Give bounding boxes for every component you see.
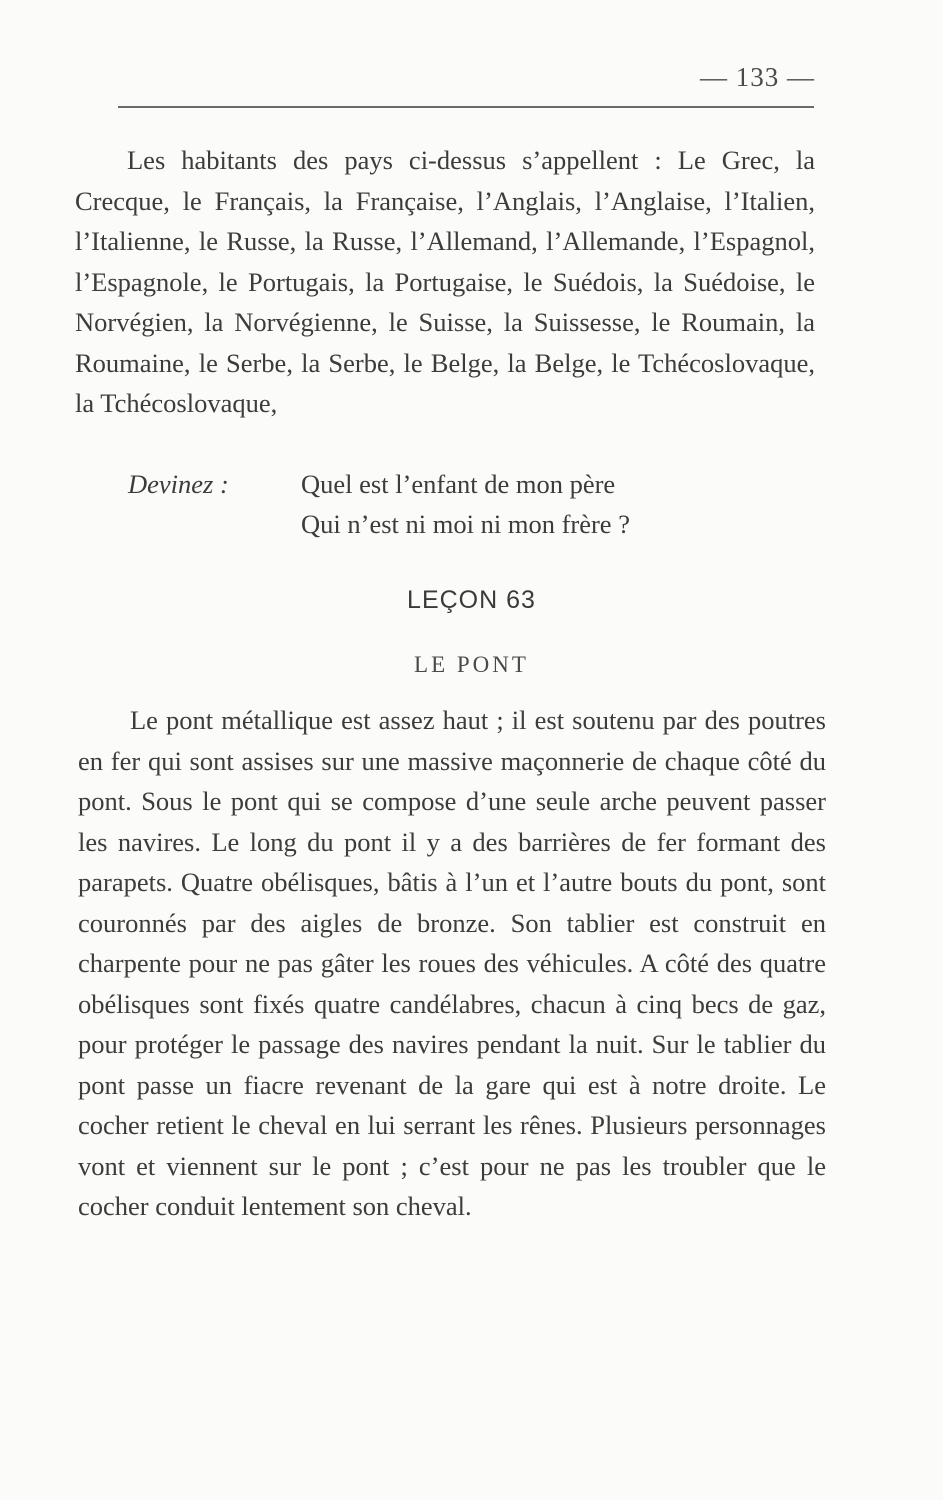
lesson-title: LEÇON 63 <box>407 586 536 614</box>
page-number: — 133 — <box>700 62 815 92</box>
riddle-line-2: Qui n’est ni moi ni mon frère ? <box>301 509 630 539</box>
body-paragraph: Le pont métallique est assez haut ; il est soutenu par des poutres en fer qui sont assises sur une massive maçonnerie de chaque côté du pont. Sous le pont qui se compose d’une seule arche peuvent passer les navires. Le long du pont il y a des barrières de fer formant des parapets. Quatre obélisques, bâtis à l’un et l’autre bouts du pont, sont couronnés par des aigles de bronze. Son tablier est construit en charpente pour ne pas gâter les roues des véhicules. A côté des quatre obélisques sont fixés quatre candélabres, chacun à cinq becs de gaz, pour protéger le passage des navires pendant la nuit. Sur le tablier du pont passe un fiacre revenant de la gare qui est à notre droite. Le cocher retient le cheval en lui serrant les rênes. Plusieurs personnages vont et viennent sur le pont ; c’est pour ne pas les troubler que le cocher conduit lentement son cheval. <box>78 705 826 1221</box>
riddle-line-1: Quel est l’enfant de mon père <box>301 469 616 499</box>
section-title: LE PONT <box>414 652 529 677</box>
header-rule <box>118 106 814 108</box>
intro-paragraph: Les habitants des pays ci-dessus s’appellent : Le Grec, la Crecque, le Français, la Française, l’Anglais, l’Anglaise, l’Italien, l’Italienne, le Russe, la Russe, l’Allemand, l’Allemande, l’Espagnol, l’Espagnole, le Portugais, la Portugaise, le Suédois, la Suédoise, le Norvégien, la Norvégienne, le Suisse, la Suissesse, le Roumain, la Roumaine, le Serbe, la Serbe, le Belge, la Belge, le Tchécoslovaque, la Tchécoslovaque, <box>75 145 815 418</box>
riddle-label: Devinez : <box>128 469 229 499</box>
